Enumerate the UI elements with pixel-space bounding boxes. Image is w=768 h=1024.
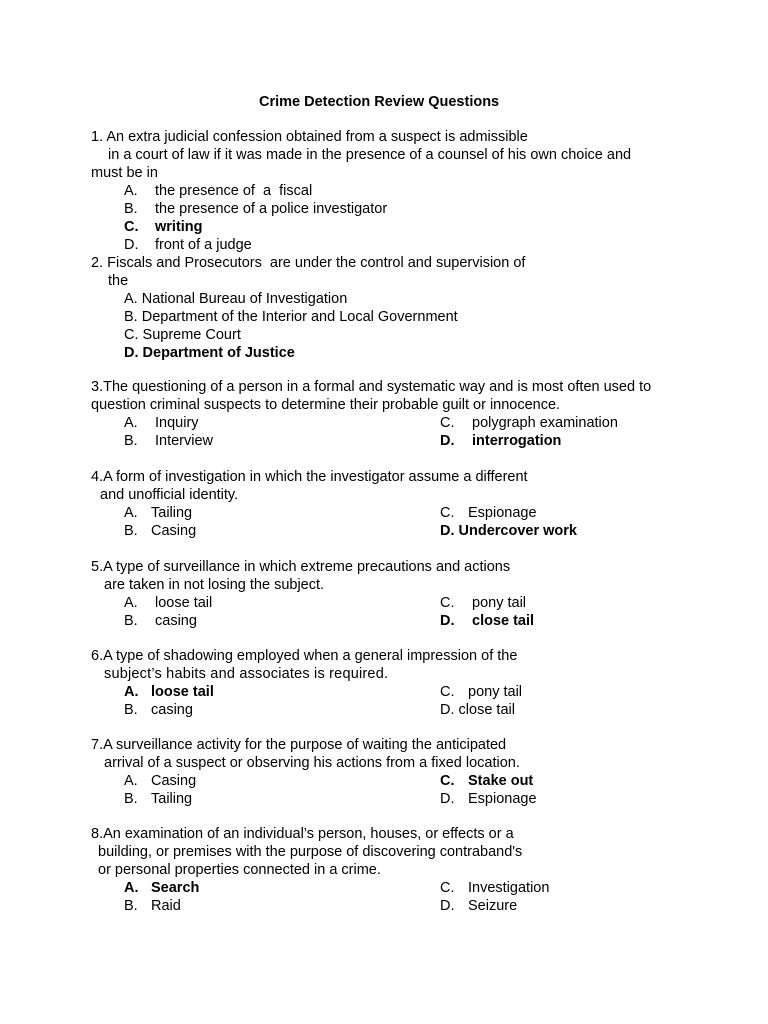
option-text: pony tail [468,684,523,700]
option-line [440,701,515,719]
question-stem-line: subject’s habits and associates is required. [104,666,389,682]
answer-line [124,344,295,362]
option-letter: B. [124,613,138,629]
option-text: Investigation [468,880,550,896]
option-letter: B. [124,523,138,539]
question-stem-line: and unofficial identity. [100,487,239,503]
option-letter: A. [124,291,138,307]
answer-letter: D. [124,345,139,361]
option-letter: D. [440,702,455,718]
option-text: Espionage [468,505,537,521]
question-stem-line: or personal properties connected in a crime. [98,862,381,878]
option-text: Tailing [151,505,193,521]
option-line [124,326,241,344]
answer-text: loose tail [151,684,214,700]
answer-text: Department of Justice [142,345,295,361]
option-letter: D. [440,898,455,914]
question-stem-line: 3.The questioning of a person in a formal and systematic way and is most often used to [91,379,652,395]
option-text: Casing [151,773,197,789]
option-letter: A. [124,505,138,521]
option-letter: B. [124,309,138,325]
answer-text: interrogation [472,433,562,449]
option-letter: B. [124,791,138,807]
option-text: polygraph examination [472,415,618,431]
answer-text: Undercover work [458,523,577,539]
question-stem-line: 4.A form of investigation in which the investigator assume a different [91,469,528,485]
option-text: Casing [151,523,197,539]
option-letter: A. [124,415,138,431]
question-stem-line: must be in [91,165,158,181]
question-stem-line: 5.A type of surveillance in which extreme precautions and actions [91,559,511,575]
answer-letter: D. [440,433,455,449]
option-letter: C. [440,880,455,896]
option-line [124,308,458,326]
question-stem-line: in a court of law if it was made in the presence of a counsel of his own choice and [108,147,632,163]
answer-letter: A. [124,684,139,700]
option-text: Supreme Court [142,327,241,343]
option-text: casing [151,702,193,718]
answer-letter: D. [440,523,455,539]
option-letter: C. [440,415,455,431]
question-stem-line: 1. An extra judicial confession obtained from a suspect is admissible [91,129,528,145]
option-text: the presence of a fiscal [155,183,313,199]
option-letter: D. [440,791,455,807]
question-stem-line: arrival of a suspect or observing his actions from a fixed location. [104,755,520,771]
option-letter: A. [124,183,138,199]
option-text: loose tail [155,595,213,611]
option-text: front of a judge [155,237,252,253]
answer-text: writing [155,219,203,235]
option-letter: C. [440,595,455,611]
option-text: Interview [155,433,214,449]
option-letter: B. [124,201,138,217]
question-stem-line: are taken in not losing the subject. [104,577,325,593]
question-stem-line: 2. Fiscals and Prosecutors are under the control and supervision of [91,255,526,271]
option-letter: D. [124,237,139,253]
option-text: National Bureau of Investigation [141,291,348,307]
option-text: the presence of a police investigator [155,201,388,217]
option-text: Inquiry [155,415,199,431]
option-text: Raid [151,898,181,914]
option-letter: A. [124,773,138,789]
option-text: Seizure [468,898,518,914]
option-text: close tail [458,702,515,718]
option-text: Espionage [468,791,537,807]
page-title: Crime Detection Review Questions [259,94,500,110]
answer-text: close tail [472,613,535,629]
question-stem-line: 7.A surveillance activity for the purpose of waiting the anticipated [91,737,507,753]
option-letter: C. [440,505,455,521]
option-letter: C. [440,684,455,700]
option-letter: B. [124,433,138,449]
question-stem-line: the [108,273,129,289]
answer-letter: A. [124,880,139,896]
option-text: Department of the Interior and Local Government [141,309,458,325]
question-stem-line: question criminal suspects to determine their probable guilt or innocence. [91,397,561,413]
answer-line [440,522,577,540]
option-letter: C. [124,327,139,343]
answer-letter: C. [440,773,455,789]
option-text: casing [155,613,197,629]
question-stem-line: building, or premises with the purpose of discovering contraband's [98,844,523,860]
answer-letter: C. [124,219,139,235]
option-text: Tailing [151,791,193,807]
option-letter: B. [124,898,138,914]
option-text: pony tail [472,595,527,611]
answer-letter: D. [440,613,455,629]
option-letter: B. [124,702,138,718]
answer-text: Stake out [468,773,534,789]
answer-text: Search [151,880,200,896]
option-line [124,290,347,308]
option-letter: A. [124,595,138,611]
question-stem-line: 8.An examination of an individual’s person, houses, or effects or a [91,826,514,842]
question-stem-line: 6.A type of shadowing employed when a general impression of the [91,648,518,664]
